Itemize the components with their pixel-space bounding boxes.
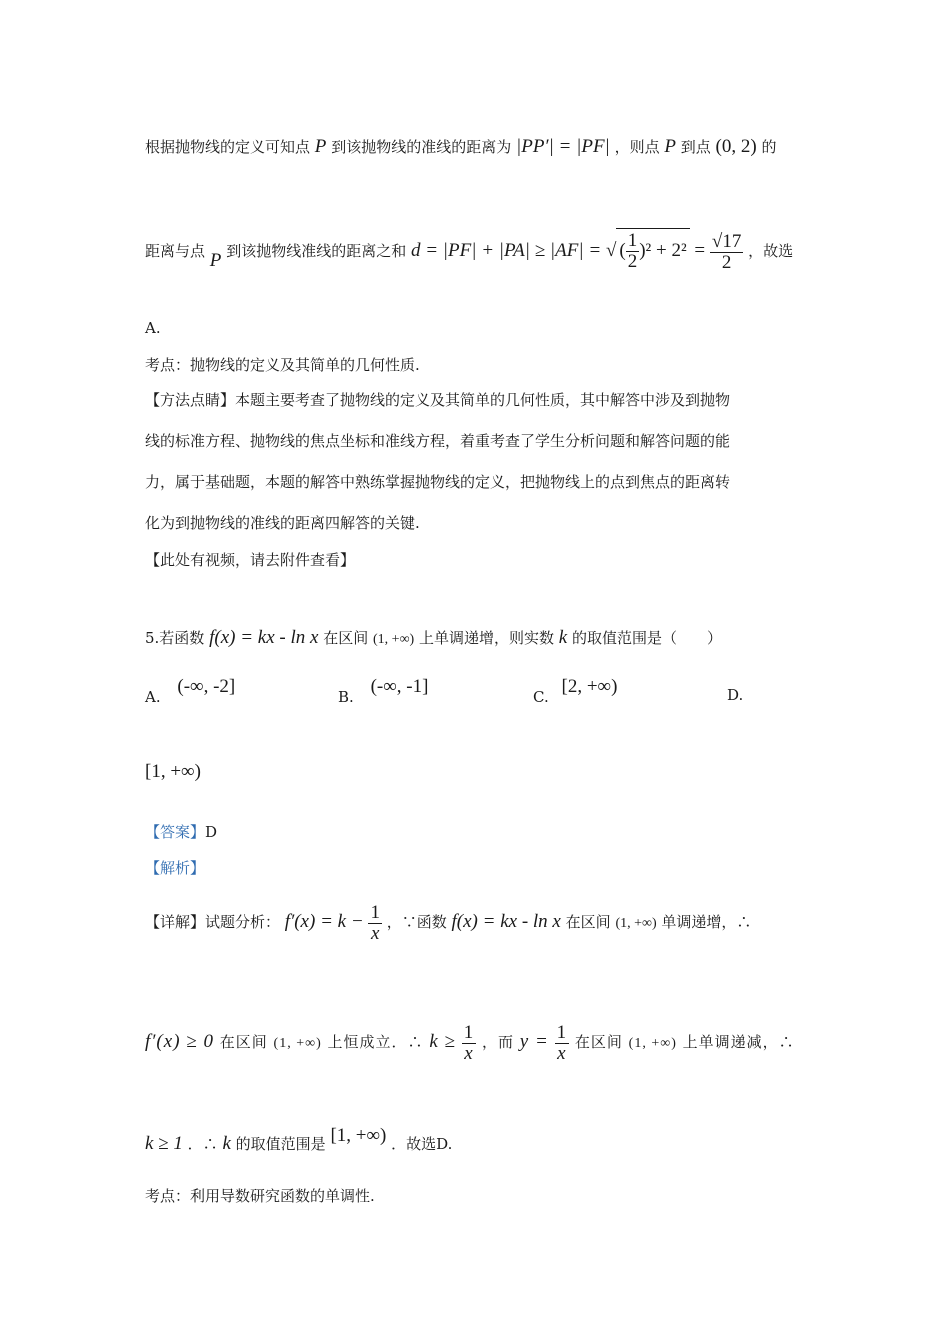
option-label: A.: [145, 688, 161, 706]
method-line-2: 线的标准方程、抛物线的焦点坐标和准线方程，着重考查了学生分析问题和解答问题的能: [145, 432, 731, 450]
text: 到该抛物线准线的距离之和: [226, 242, 407, 260]
option-a: [145, 676, 236, 708]
range-expr: [1, +∞): [330, 1125, 387, 1146]
answer-line: [145, 822, 217, 842]
k-ge-expr: k ≥: [429, 1031, 456, 1052]
q5-stem: [145, 628, 722, 650]
text: ．故选D.: [391, 1135, 453, 1153]
function-expr: f(x) = kx - ln x: [209, 627, 319, 648]
method-line-3: 力，属于基础题，本题的解答中熟练掌握抛物线的定义，把抛物线上的点到焦点的距离转: [145, 473, 731, 491]
math-sum: d = |PF| + |PA| ≥ |AF| =: [410, 240, 602, 261]
detail-line-1: [145, 900, 751, 946]
text: 的取值范围是（ ）: [572, 629, 723, 647]
derivative-expr: f′(x) = k −: [284, 911, 364, 932]
text: ．∴: [187, 1135, 218, 1153]
text: 到该抛物线的准线的距离为: [331, 138, 512, 156]
option-d: [727, 686, 743, 704]
option-c: [533, 676, 618, 708]
para2-line: [145, 228, 793, 273]
condition-expr: f′(x) ≥ 0: [145, 1031, 214, 1052]
method-line-4: 化为到抛物线的准线的距离四解答的关键.: [145, 514, 420, 532]
text: 在区间: [323, 629, 369, 647]
method-line-1: 【方法点睛】本题主要考查了抛物线的定义及其简单的几何性质，其中解答中涉及到抛物: [145, 391, 731, 409]
interval: (1, +∞): [273, 1036, 322, 1051]
text: ，∵函数: [386, 913, 447, 931]
answer-label: 【答案】: [145, 823, 206, 841]
text: ，而: [482, 1033, 515, 1051]
text: 在区间: [574, 1033, 623, 1051]
text: 上恒成立．∴: [327, 1033, 424, 1051]
text: 根据抛物线的定义可知点: [145, 138, 311, 156]
answer-a: A.: [145, 319, 161, 337]
point-p: P: [209, 250, 222, 271]
video-note: 【此处有视频，请去附件查看】: [145, 551, 356, 569]
option-value: [2, +∞): [561, 676, 618, 697]
sqrt-expression: √ ( $\frac{1}{2}$ )² + 2²: [606, 240, 690, 261]
kaodian-2: 考点：利用导数研究函数的单调性.: [145, 1187, 375, 1205]
math-distance-eq: |PP′| = |PF|: [515, 136, 610, 157]
text: 上单调递减，∴: [682, 1033, 795, 1051]
text: 在区间: [219, 1033, 268, 1051]
equals: =: [694, 240, 706, 261]
option-b: [338, 676, 429, 708]
fraction: $\frac{1}{x}$: [556, 1021, 568, 1064]
text: 的取值范围是: [235, 1135, 326, 1153]
text: 距离与点: [145, 242, 206, 260]
option-d-value: [1, +∞): [145, 761, 201, 782]
q5-number: 5.若函数: [145, 629, 205, 647]
interval: (1, +∞): [615, 916, 657, 931]
text: 上单调递增，则实数: [419, 629, 555, 647]
result-fraction: $\frac{√17}{2}$: [711, 230, 742, 273]
option-label: B.: [338, 688, 354, 706]
text: 到点: [680, 138, 711, 156]
text: ，则点: [614, 138, 660, 156]
text: 单调递增，∴: [661, 913, 752, 931]
text: ，故选: [748, 242, 794, 260]
detail-line-2: [145, 1020, 795, 1066]
function-expr: f(x) = kx - ln x: [451, 911, 561, 932]
k-ge-1: k ≥ 1: [145, 1133, 183, 1154]
y-eq-expr: y =: [519, 1031, 549, 1052]
interval: (1, +∞): [373, 632, 415, 647]
text: 在区间: [565, 913, 611, 931]
kaodian-1: 考点：抛物线的定义及其简单的几何性质.: [145, 356, 420, 374]
point-p: P: [314, 136, 327, 157]
interval: (1, +∞): [628, 1036, 677, 1051]
detail-line-3: [145, 1125, 453, 1154]
answer-value: D: [205, 823, 218, 841]
fraction: $\frac{1}{x}$: [463, 1021, 475, 1064]
option-label: C.: [533, 688, 549, 706]
var-k: k: [222, 1133, 231, 1154]
fraction: $\frac{1}{x}$: [370, 901, 380, 944]
var-k: k: [558, 627, 568, 648]
text: 的: [761, 138, 777, 156]
option-value: (-∞, -1]: [370, 676, 429, 697]
option-value: (-∞, -2]: [177, 676, 236, 697]
option-label: D.: [727, 686, 744, 704]
point-coord: (0, 2): [715, 136, 757, 157]
point-p: P: [664, 136, 676, 157]
analysis-label: 【解析】: [145, 859, 206, 877]
para1-line: [145, 137, 777, 157]
detail-label: 【详解】试题分析：: [145, 913, 281, 931]
